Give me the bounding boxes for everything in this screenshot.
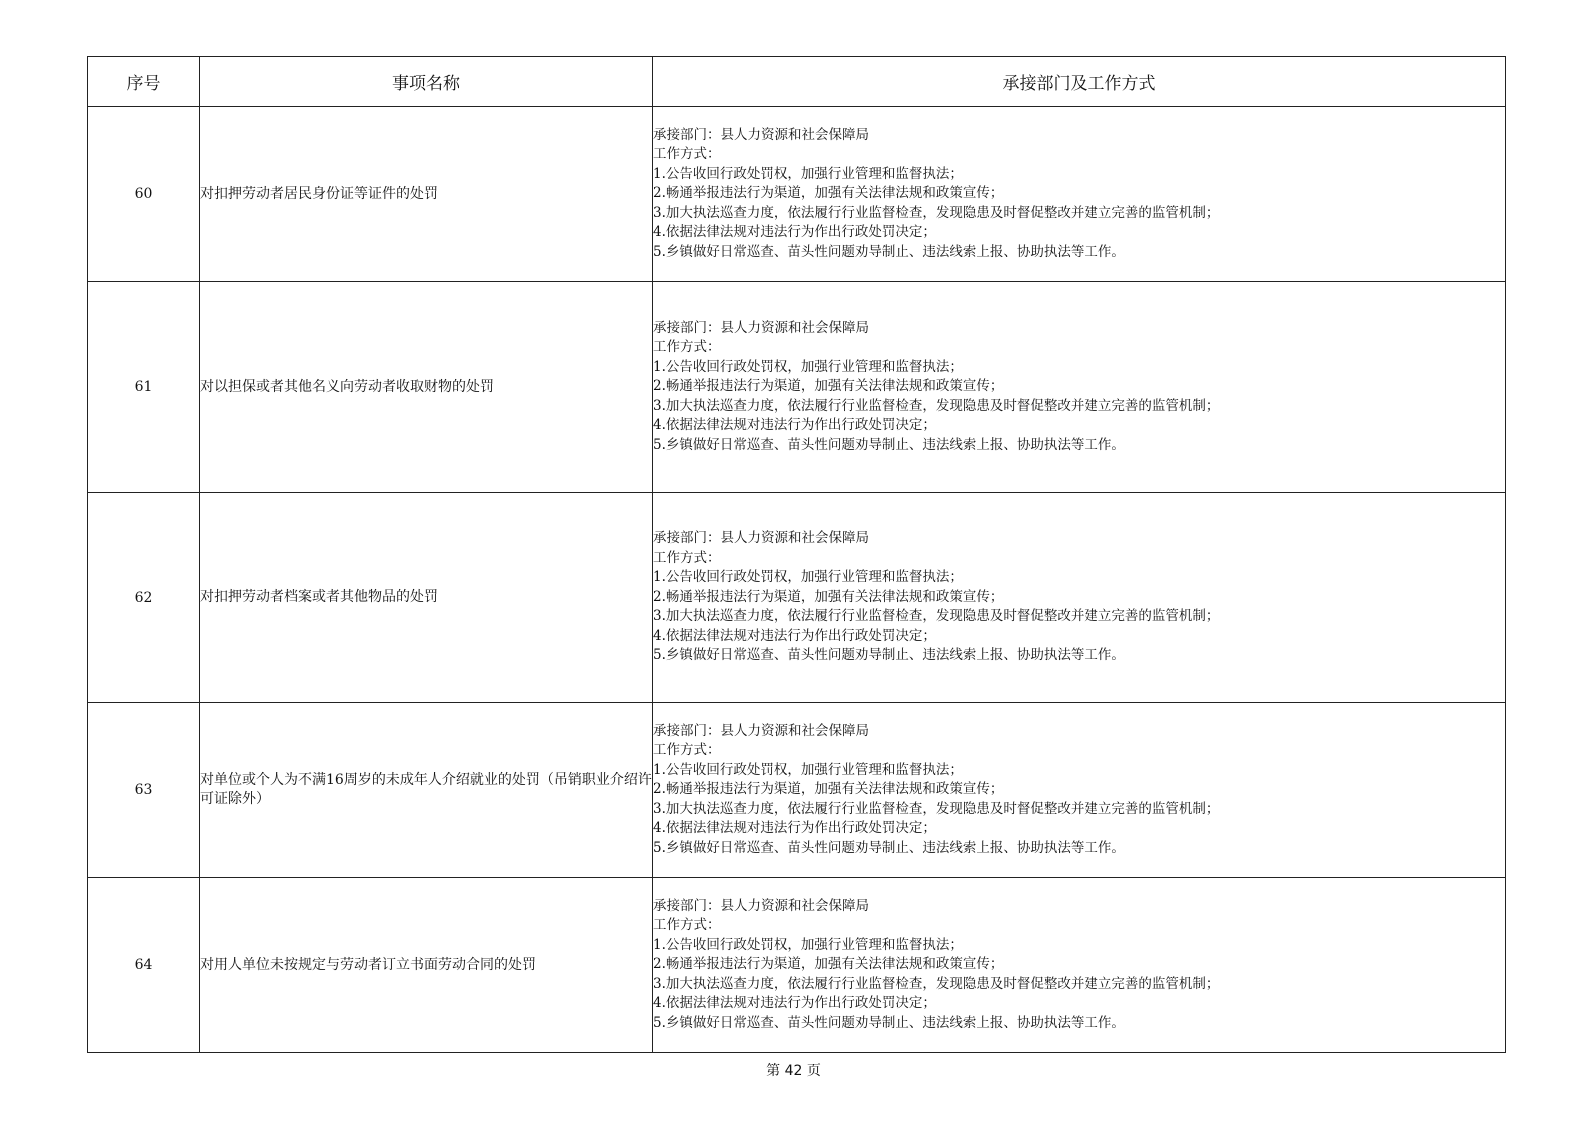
- method-line: 4.依据法律法规对违法行为作出行政处罚决定；: [653, 224, 936, 241]
- row-method: [653, 107, 1506, 282]
- method-line: 工作方式：: [653, 339, 721, 356]
- method-line: 4.依据法律法规对违法行为作出行政处罚决定；: [653, 995, 936, 1012]
- items-table: [87, 56, 1506, 1053]
- method-line: 工作方式：: [653, 549, 721, 566]
- header-serial: 序号: [88, 57, 200, 107]
- method-line: 2.畅通举报违法行为渠道，加强有关法律法规和政策宣传；: [653, 956, 1004, 973]
- method-line: 工作方式：: [653, 917, 721, 934]
- method-line: 2.畅通举报违法行为渠道，加强有关法律法规和政策宣传；: [653, 378, 1004, 395]
- table-row: [88, 703, 1506, 878]
- method-line: 3.加大执法巡查力度，依法履行行业监督检查，发现隐患及时督促整改并建立完善的监管机制；: [653, 608, 1220, 625]
- method-line: 1.公告收回行政处罚权，加强行业管理和监督执法；: [653, 358, 963, 375]
- row-item-name: 对以担保或者其他名义向劳动者收取财物的处罚: [200, 282, 653, 493]
- row-method: [653, 878, 1506, 1053]
- row-method: [653, 703, 1506, 878]
- row-item-name: 对单位或个人为不满16周岁的未成年人介绍就业的处罚（吊销职业介绍许可证除外）: [200, 703, 653, 878]
- row-serial: 60: [88, 107, 200, 282]
- row-item-name: 对扣押劳动者档案或者其他物品的处罚: [200, 493, 653, 703]
- row-serial: 64: [88, 878, 200, 1053]
- method-line: 工作方式：: [653, 146, 721, 163]
- header-department-method: 承接部门及工作方式: [653, 57, 1506, 107]
- method-line: 5.乡镇做好日常巡查、苗头性问题劝导制止、违法线索上报、协助执法等工作。: [653, 1014, 1125, 1031]
- method-line: 1.公告收回行政处罚权，加强行业管理和监督执法；: [653, 569, 963, 586]
- page-number: 第 42 页: [766, 1063, 821, 1079]
- method-line: 5.乡镇做好日常巡查、苗头性问题劝导制止、违法线索上报、协助执法等工作。: [653, 647, 1125, 664]
- method-line: 3.加大执法巡查力度，依法履行行业监督检查，发现隐患及时督促整改并建立完善的监管机制；: [653, 975, 1220, 992]
- method-line: 承接部门：县人力资源和社会保障局: [653, 897, 869, 914]
- table-header-row: [88, 57, 1506, 107]
- row-serial: 63: [88, 703, 200, 878]
- method-line: 2.畅通举报违法行为渠道，加强有关法律法规和政策宣传；: [653, 185, 1004, 202]
- method-line: 1.公告收回行政处罚权，加强行业管理和监督执法；: [653, 165, 963, 182]
- method-line: 3.加大执法巡查力度，依法履行行业监督检查，发现隐患及时督促整改并建立完善的监管机制；: [653, 397, 1220, 414]
- method-line: 5.乡镇做好日常巡查、苗头性问题劝导制止、违法线索上报、协助执法等工作。: [653, 436, 1125, 453]
- row-serial: 62: [88, 493, 200, 703]
- table-row: [88, 878, 1506, 1053]
- method-line: 承接部门：县人力资源和社会保障局: [653, 530, 869, 547]
- method-line: 4.依据法律法规对违法行为作出行政处罚决定；: [653, 820, 936, 837]
- row-serial: 61: [88, 282, 200, 493]
- row-method: [653, 493, 1506, 703]
- header-item-name: 事项名称: [200, 57, 653, 107]
- method-line: 2.畅通举报违法行为渠道，加强有关法律法规和政策宣传；: [653, 781, 1004, 798]
- method-line: 3.加大执法巡查力度，依法履行行业监督检查，发现隐患及时督促整改并建立完善的监管机制；: [653, 204, 1220, 221]
- table-row: [88, 107, 1506, 282]
- method-line: 2.畅通举报违法行为渠道，加强有关法律法规和政策宣传；: [653, 588, 1004, 605]
- method-line: 工作方式：: [653, 742, 721, 759]
- method-line: 5.乡镇做好日常巡查、苗头性问题劝导制止、违法线索上报、协助执法等工作。: [653, 243, 1125, 260]
- method-line: 1.公告收回行政处罚权，加强行业管理和监督执法；: [653, 761, 963, 778]
- row-item-name: 对用人单位未按规定与劳动者订立书面劳动合同的处罚: [200, 878, 653, 1053]
- method-line: 承接部门：县人力资源和社会保障局: [653, 722, 869, 739]
- method-line: 4.依据法律法规对违法行为作出行政处罚决定；: [653, 627, 936, 644]
- method-line: 3.加大执法巡查力度，依法履行行业监督检查，发现隐患及时督促整改并建立完善的监管机制；: [653, 800, 1220, 817]
- table-row: [88, 493, 1506, 703]
- method-line: 5.乡镇做好日常巡查、苗头性问题劝导制止、违法线索上报、协助执法等工作。: [653, 839, 1125, 856]
- method-line: 1.公告收回行政处罚权，加强行业管理和监督执法；: [653, 936, 963, 953]
- method-line: 承接部门：县人力资源和社会保障局: [653, 319, 869, 336]
- method-line: 承接部门：县人力资源和社会保障局: [653, 126, 869, 143]
- row-item-name: 对扣押劳动者居民身份证等证件的处罚: [200, 107, 653, 282]
- table-row: [88, 282, 1506, 493]
- row-method: [653, 282, 1506, 493]
- method-line: 4.依据法律法规对违法行为作出行政处罚决定；: [653, 417, 936, 434]
